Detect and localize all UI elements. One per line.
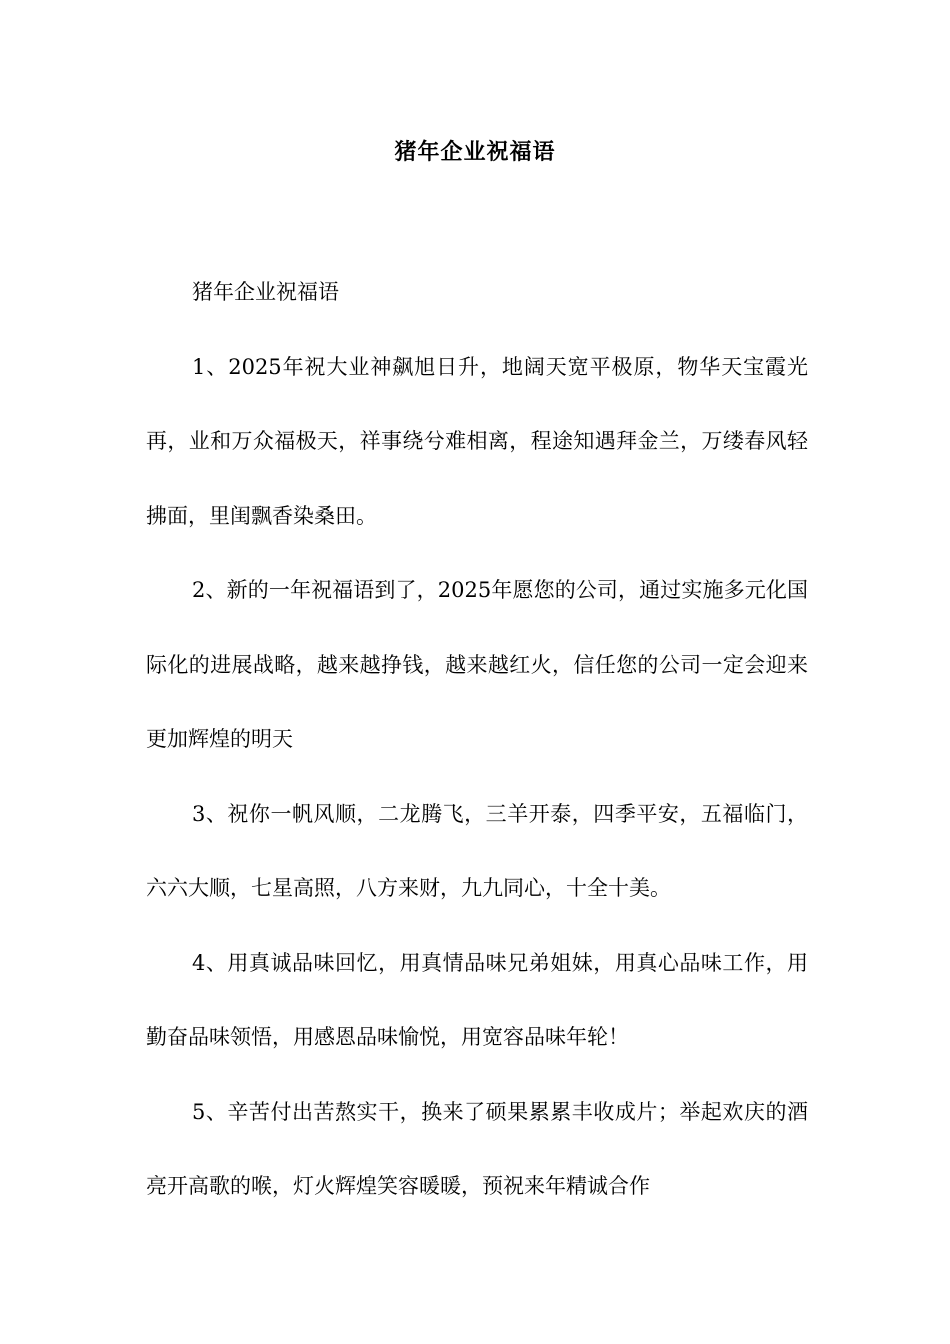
paragraph-5: 5、辛苦付出苦熬实干，换来了硕果累累丰收成片；举起欢庆的酒亮开高歌的喉，灯火辉煌笑容暖暖，预祝来年精诚合作 [146, 1099, 808, 1198]
paragraph-3: 3、祝你一帆风顺，二龙腾飞，三羊开泰，四季平安，五福临门，六六大顺，七星高照，八方来财，九九同心，十全十美。 [146, 801, 808, 900]
paragraph-4: 4、用真诚品味回忆，用真情品味兄弟姐妹，用真心品味工作，用勤奋品味领悟，用感恩品味愉悦，用宽容品味年轮！ [146, 950, 808, 1049]
paragraph-heading: 猪年企业祝福语 [192, 280, 339, 304]
paragraph-2: 2、新的一年祝福语到了，2025年愿您的公司，通过实施多元化国际化的进展战略，越来越挣钱，越来越红火，信任您的公司一定会迎来更加辉煌的明天 [146, 578, 808, 751]
document-title: 猪年企业祝福语 [394, 139, 556, 165]
paragraph-1: 1、2025年祝大业神飙旭日升，地阔天宽平极原，物华天宝霞光再，业和万众福极天，祥事绕兮难相离，程途知遇拜金兰，万缕春风轻拂面，里闺飘香染桑田。 [146, 354, 808, 528]
document-body [146, 255, 808, 1224]
